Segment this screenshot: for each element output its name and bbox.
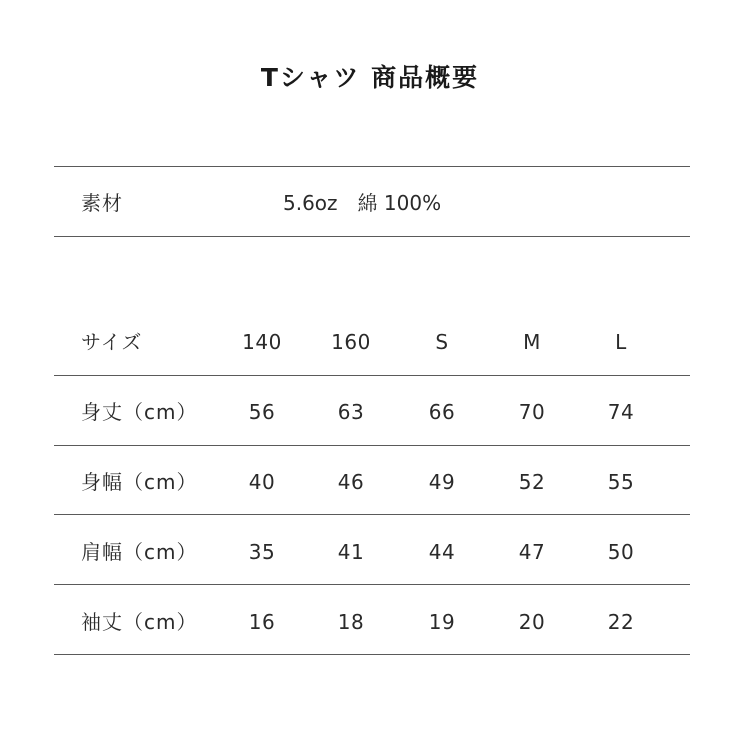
table-cell: 49 (428, 470, 456, 494)
table-cell: 46 (337, 470, 365, 494)
table-cell: 20 (518, 610, 546, 634)
divider (54, 375, 690, 376)
row-label: 袖丈（cm） (81, 610, 198, 634)
table-cell: 50 (607, 540, 635, 564)
table-cell: 55 (607, 470, 635, 494)
divider (54, 514, 690, 515)
table-cell: 63 (337, 400, 365, 424)
table-cell: 35 (248, 540, 276, 564)
divider (54, 654, 690, 655)
table-cell: 16 (248, 610, 276, 634)
divider (54, 166, 690, 167)
table-cell: 47 (518, 540, 546, 564)
table-cell: 22 (607, 610, 635, 634)
size-column-header: 160 (331, 330, 371, 354)
page-title: Tシャツ 商品概要 (260, 63, 480, 92)
size-column-header: M (523, 330, 541, 354)
material-label: 素材 (81, 191, 123, 215)
row-label: 身丈（cm） (81, 400, 198, 424)
size-column-header: L (615, 330, 627, 354)
size-header-label: サイズ (81, 330, 143, 354)
material-value: 5.6oz 綿 100% (283, 191, 442, 215)
table-cell: 56 (248, 400, 276, 424)
divider (54, 584, 690, 585)
table-cell: 52 (518, 470, 546, 494)
divider (54, 236, 690, 237)
table-cell: 40 (248, 470, 276, 494)
table-cell: 41 (337, 540, 365, 564)
row-label: 肩幅（cm） (81, 540, 198, 564)
table-cell: 18 (337, 610, 365, 634)
table-cell: 44 (428, 540, 456, 564)
table-cell: 19 (428, 610, 456, 634)
table-cell: 74 (607, 400, 635, 424)
table-cell: 70 (518, 400, 546, 424)
divider (54, 445, 690, 446)
size-column-header: S (435, 330, 449, 354)
table-cell: 66 (428, 400, 456, 424)
size-column-header: 140 (242, 330, 282, 354)
row-label: 身幅（cm） (81, 470, 198, 494)
